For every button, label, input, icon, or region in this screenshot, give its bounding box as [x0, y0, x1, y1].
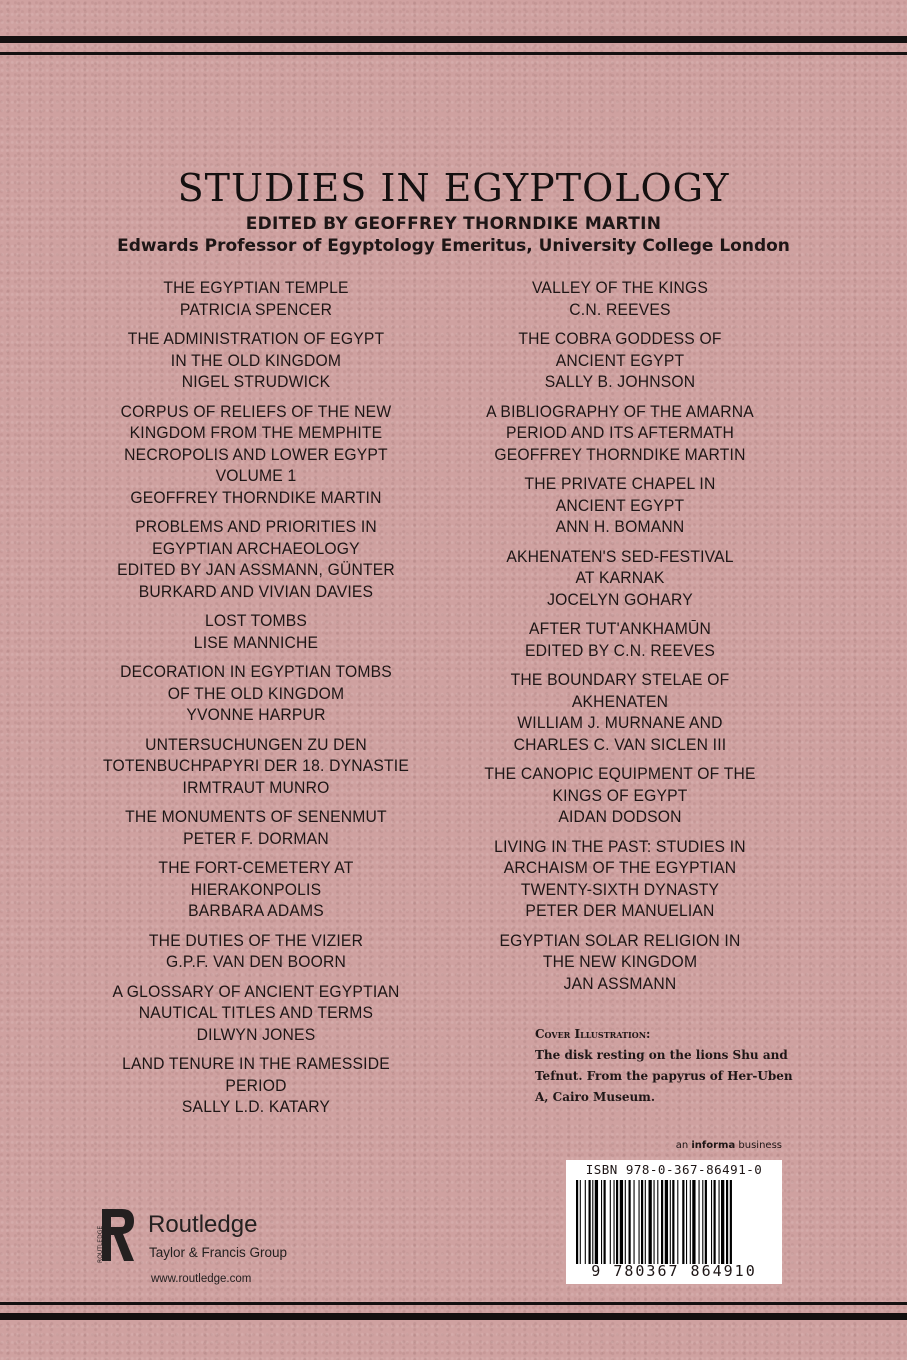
barcode-bar: [721, 1180, 724, 1264]
barcode-bar: [670, 1180, 671, 1264]
book-author: IRMTRAUT MUNRO: [182, 778, 330, 797]
barcode-bar: [672, 1180, 674, 1264]
book-author: PETER DER MANUELIAN: [525, 902, 715, 920]
barcode-bar: [634, 1180, 635, 1264]
book-author: C.N. REEVES: [569, 300, 671, 319]
book-entry: [440, 837, 800, 923]
book-title: THE DUTIES OF THE VIZIER: [148, 931, 364, 950]
book-title: THE CANOPIC EQUIPMENT OF THE KINGS OF EGYPT: [484, 765, 756, 805]
informa-suffix: business: [735, 1140, 782, 1151]
book-entry: [440, 329, 800, 394]
bottom-thin-rule: [0, 1302, 907, 1305]
book-entry: [91, 735, 421, 800]
book-entry: [440, 474, 800, 539]
barcode-bar: [726, 1180, 728, 1264]
book-title: A GLOSSARY OF ANCIENT EGYPTIAN NAUTICAL TITLES AND TERMS: [112, 982, 400, 1022]
book-author: EDITED BY C.N. REEVES: [524, 641, 716, 660]
cover-illustration-note: [535, 1024, 805, 1108]
barcode-bar: [576, 1180, 578, 1264]
book-entry: [91, 611, 421, 654]
book-entry: [91, 278, 421, 321]
book-title: CORPUS OF RELIEFS OF THE NEW KINGDOM FROM THE MEMPHITE NECROPOLIS AND LOWER EGYPT VOLUME 1: [120, 402, 392, 485]
barcode-bar: [686, 1180, 687, 1264]
book-entry: [440, 402, 800, 467]
book-entry: [91, 329, 421, 394]
book-author: LISE MANNICHE: [193, 633, 319, 652]
book-title: THE ADMINISTRATION OF EGYPT IN THE OLD KINGDOM: [127, 330, 385, 370]
barcode-bar: [657, 1180, 658, 1264]
publisher-group: Taylor & Francis Group: [149, 1245, 288, 1260]
book-author: SALLY L.D. KATARY: [181, 1098, 331, 1116]
barcode-bar: [589, 1180, 591, 1264]
barcode-bar: [714, 1180, 716, 1264]
book-title: AFTER TUT'ANKHAMŪN: [528, 620, 712, 638]
barcode-bar: [616, 1180, 618, 1264]
editor-affiliation: Edwards Professor of Egyptology Emeritus, University College London: [117, 236, 790, 256]
book-entry: [440, 931, 800, 996]
book-entry: [440, 670, 800, 756]
barcode-bar: [705, 1180, 707, 1264]
barcode-bar: [677, 1180, 678, 1264]
routledge-logo-icon: [96, 1205, 138, 1265]
barcode-bar: [595, 1180, 598, 1264]
barcode-bar: [711, 1180, 712, 1264]
cover-illustration-description: The disk resting on the lions Shu and Tefnut. From the papyrus of Her-Uben A, Cairo Museum.: [535, 1048, 793, 1104]
titles-right-column: [440, 278, 800, 1003]
book-entry: [440, 278, 800, 321]
barcode-bar: [665, 1180, 668, 1264]
book-title: THE EGYPTIAN TEMPLE: [163, 279, 349, 297]
book-author: DILWYN JONES: [196, 1025, 316, 1044]
book-author: NIGEL STRUDWICK: [181, 373, 331, 391]
book-title: THE MONUMENTS OF SENENMUT: [125, 808, 387, 826]
top-thick-rule: [0, 36, 907, 43]
book-title: THE COBRA GODDESS OF ANCIENT EGYPT: [518, 330, 722, 370]
cover-illustration-label: Cover Illustration:: [535, 1027, 651, 1041]
book-entry: [440, 619, 800, 662]
book-author: WILLIAM J. MURNANE AND CHARLES C. VAN SICLEN III: [513, 714, 727, 754]
ean-number: 9 780367 864910: [591, 1262, 757, 1280]
book-title: THE PRIVATE CHAPEL IN ANCIENT EGYPT: [524, 475, 716, 515]
book-author: EDITED BY JAN ASSMANN, GÜNTER BURKARD AND VIVIAN DAVIES: [117, 561, 395, 601]
informa-brand: informa: [691, 1140, 736, 1151]
book-entry: [91, 517, 421, 603]
barcode-bar: [682, 1180, 684, 1264]
top-thin-rule: [0, 52, 907, 55]
book-entry: [91, 402, 421, 510]
book-title: LOST TOMBS: [204, 612, 308, 630]
isbn-label: ISBN 978-0-367-86491-0: [585, 1162, 763, 1177]
barcode-bars: [574, 1180, 776, 1264]
book-entry: [91, 1054, 421, 1119]
book-entry: [91, 807, 421, 850]
book-title: THE BOUNDARY STELAE OF AKHENATEN: [510, 671, 730, 711]
book-entry: [440, 764, 800, 829]
barcode-bar: [639, 1180, 640, 1264]
book-entry: [91, 662, 421, 727]
barcode-bar: [699, 1180, 700, 1264]
barcode-bar: [620, 1180, 623, 1264]
barcode-bar: [614, 1180, 615, 1264]
barcode-bar: [625, 1180, 626, 1264]
book-title: LAND TENURE IN THE RAMESSIDE PERIOD: [122, 1055, 390, 1095]
book-title: LIVING IN THE PAST: STUDIES IN ARCHAISM OF THE EGYPTIAN TWENTY-SIXTH DYNASTY: [494, 837, 746, 899]
series-title: STUDIES IN EGYPTOLOGY: [177, 166, 730, 210]
book-author: G.P.F. VAN DEN BOORN: [165, 953, 347, 971]
book-author: JAN ASSMANN: [563, 974, 677, 993]
book-entry: [440, 547, 800, 612]
barcode-bar: [610, 1180, 611, 1264]
barcode-bar: [649, 1180, 652, 1264]
barcode-bar: [580, 1180, 581, 1264]
bottom-thick-rule: [0, 1313, 907, 1320]
book-title: A BIBLIOGRAPHY OF THE AMARNA PERIOD AND ITS AFTERMATH: [486, 402, 754, 442]
barcode-bar: [702, 1180, 703, 1264]
book-author: JOCELYN GOHARY: [547, 590, 693, 609]
publisher-website[interactable]: www.routledge.com: [151, 1273, 252, 1285]
book-author: YVONNE HARPUR: [186, 706, 326, 724]
barcode-bar: [592, 1180, 593, 1264]
book-author: PATRICIA SPENCER: [179, 300, 333, 319]
book-entry: [91, 858, 421, 923]
book-title: THE FORT-CEMETERY AT HIERAKONPOLIS: [158, 859, 354, 899]
barcode-bar: [690, 1180, 691, 1264]
barcode-bar: [601, 1180, 602, 1264]
barcode-bar: [692, 1180, 695, 1264]
book-title: EGYPTIAN SOLAR RELIGION IN THE NEW KINGDOM: [499, 931, 741, 971]
book-author: GEOFFREY THORNDIKE MARTIN: [494, 445, 746, 464]
book-author: SALLY B. JOHNSON: [544, 373, 696, 391]
book-title: PROBLEMS AND PRIORITIES IN EGYPTIAN ARCHAEOLOGY: [135, 518, 377, 558]
informa-business-tagline: [660, 1140, 782, 1151]
book-entry: [91, 931, 421, 974]
book-author: GEOFFREY THORNDIKE MARTIN: [130, 488, 382, 507]
barcode-bar: [719, 1180, 720, 1264]
titles-left-column: [91, 278, 421, 1127]
barcode-bar: [645, 1180, 646, 1264]
book-author: BARBARA ADAMS: [188, 902, 324, 920]
book-author: AIDAN DODSON: [558, 808, 682, 826]
barcode-bar: [654, 1180, 655, 1264]
book-title: UNTERSUCHUNGEN ZU DEN TOTENBUCHPAPYRI DER 18. DYNASTIE: [102, 735, 409, 775]
barcode-bar: [730, 1180, 732, 1264]
barcode-bar: [585, 1180, 586, 1264]
book-author: ANN H. BOMANN: [555, 518, 685, 536]
book-title: AKHENATEN'S SED-FESTIVAL AT KARNAK: [506, 547, 734, 587]
book-author: PETER F. DORMAN: [183, 829, 329, 848]
barcode-bar: [641, 1180, 643, 1264]
barcode-bar: [604, 1180, 606, 1264]
informa-prefix: an: [675, 1140, 692, 1151]
series-editor: EDITED BY GEOFFREY THORNDIKE MARTIN: [245, 214, 662, 234]
book-title: VALLEY OF THE KINGS: [531, 279, 709, 297]
book-entry: [91, 982, 421, 1047]
book-title: DECORATION IN EGYPTIAN TOMBS OF THE OLD KINGDOM: [120, 663, 392, 703]
barcode-bar: [661, 1180, 663, 1264]
svg-text:ROUTLEDGE: ROUTLEDGE: [97, 1225, 104, 1263]
barcode-bar: [629, 1180, 631, 1264]
publisher-name: Routledge: [148, 1211, 258, 1238]
